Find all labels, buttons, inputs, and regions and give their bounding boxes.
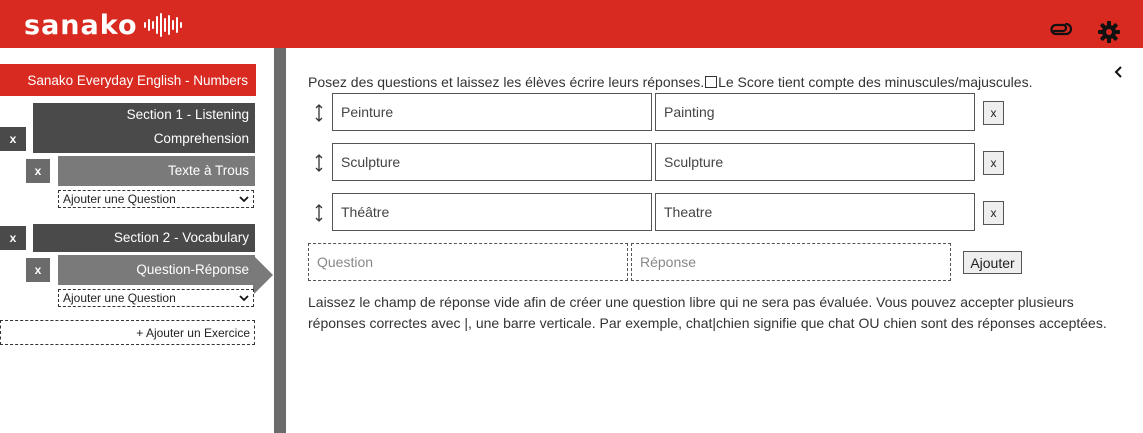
- answer-field[interactable]: Painting: [655, 93, 975, 131]
- add-question-select-2[interactable]: Ajouter une Question: [58, 289, 254, 307]
- sidebar-exercise-texte-a-trous[interactable]: Texte à Trous: [58, 156, 255, 186]
- course-title[interactable]: Sanako Everyday English - Numbers: [0, 64, 256, 96]
- active-exercise-indicator: [253, 255, 273, 295]
- chevron-down-icon: [238, 292, 250, 304]
- answer-field[interactable]: Theatre: [655, 193, 975, 231]
- drag-handle-icon[interactable]: [312, 153, 326, 173]
- remove-section-1-button[interactable]: x: [0, 127, 26, 151]
- new-answer-input[interactable]: Réponse: [631, 243, 951, 281]
- sidebar-section-1[interactable]: [33, 103, 255, 153]
- drag-handle-icon[interactable]: [312, 103, 326, 123]
- paperclip-icon[interactable]: [1050, 18, 1074, 42]
- instruction-text: Posez des questions et laissez les élèves écrire leurs réponses.: [308, 74, 705, 90]
- logo-text: sanako: [24, 9, 138, 41]
- remove-row-button[interactable]: x: [983, 151, 1004, 175]
- add-button[interactable]: Ajouter: [963, 251, 1022, 274]
- help-text: Laissez le champ de réponse vide afin de créer une question libre qui ne sera pas évaluée. Vous pouvez accepter plusieurs réponses correctes avec |, une barre verticale. Par exemple, chat|chien signifie que chat OU chien sont des réponses acceptées.: [308, 294, 1107, 331]
- remove-section-2-button[interactable]: x: [0, 226, 26, 250]
- new-question-input[interactable]: Question: [308, 243, 628, 281]
- answer-field[interactable]: Sculpture: [655, 143, 975, 181]
- sidebar-exercise-question-reponse[interactable]: Question-Réponse: [58, 255, 255, 285]
- section-1-title-line1: Section 1 - Listening: [126, 107, 249, 122]
- soundwave-icon: [144, 12, 184, 38]
- drag-handle-icon[interactable]: [312, 203, 326, 223]
- instructions-line: [308, 74, 1032, 90]
- remove-row-button[interactable]: x: [983, 201, 1004, 225]
- chevron-down-icon: [238, 193, 250, 205]
- remove-row-button[interactable]: x: [983, 101, 1004, 125]
- app-header: [0, 0, 1143, 48]
- chevron-left-icon[interactable]: [1111, 64, 1127, 80]
- add-question-select-1[interactable]: Ajouter une Question: [58, 190, 254, 208]
- sanako-logo[interactable]: [24, 10, 184, 40]
- sidebar-section-2[interactable]: Section 2 - Vocabulary: [33, 224, 255, 252]
- course-sidebar: [0, 48, 274, 433]
- question-field[interactable]: Sculpture: [332, 143, 652, 181]
- question-field[interactable]: Théâtre: [332, 193, 652, 231]
- case-sensitive-label: Le Score tient compte des minuscules/majuscules.: [718, 74, 1033, 90]
- case-sensitive-checkbox[interactable]: [705, 76, 717, 88]
- gear-icon[interactable]: [1097, 20, 1121, 44]
- remove-exercise-2-button[interactable]: x: [26, 258, 50, 282]
- remove-exercise-1-button[interactable]: x: [26, 159, 50, 183]
- question-field[interactable]: Peinture: [332, 93, 652, 131]
- sidebar-resize-handle[interactable]: [274, 48, 286, 433]
- add-exercise-button[interactable]: + Ajouter un Exercice: [0, 320, 255, 345]
- section-1-title-line2: Comprehension: [153, 131, 249, 146]
